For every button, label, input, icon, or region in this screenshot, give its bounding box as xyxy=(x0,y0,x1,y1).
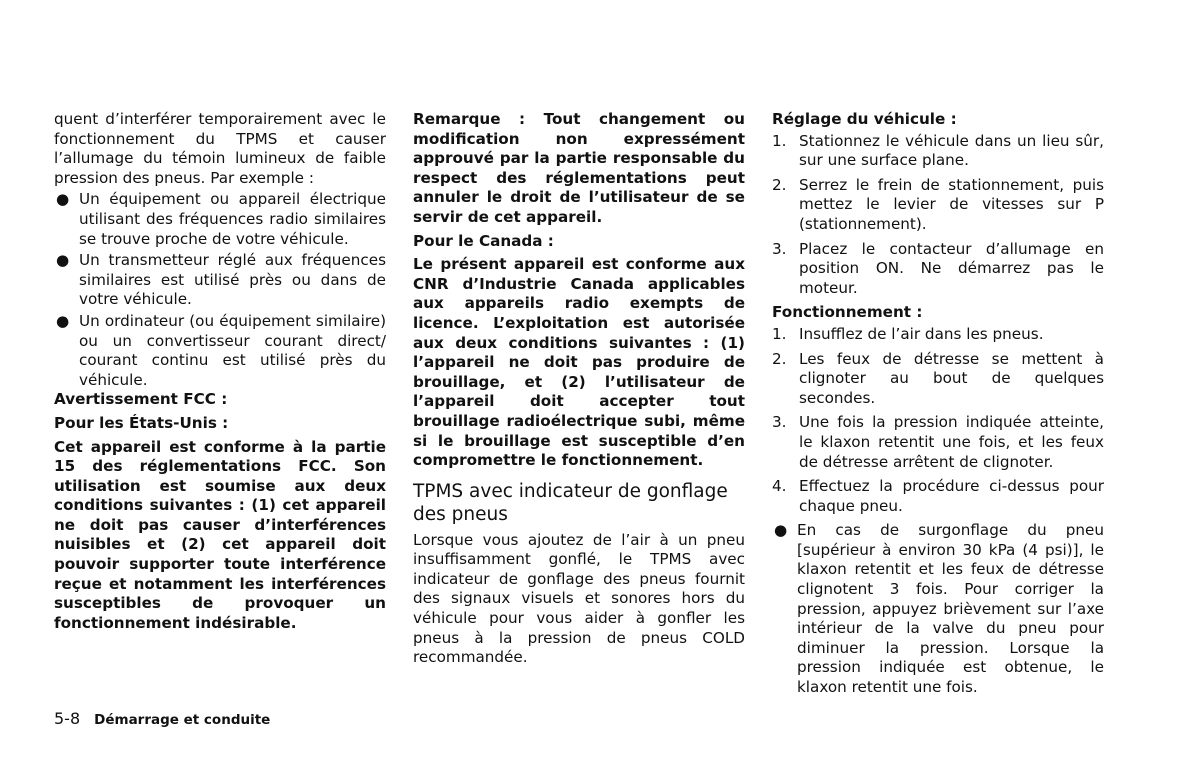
section-title: TPMS avec indicateur de gonflage des pneus xyxy=(413,480,728,525)
page-footer xyxy=(54,709,270,730)
list-item: 4. Effectuez la procédure ci-dessus pour chaque pneu. xyxy=(772,477,1104,515)
list-item: 1. Insufflez de l’air dans les pneus. xyxy=(772,324,1044,343)
setup-heading: Réglage du véhicule : xyxy=(772,110,957,128)
bullet-icon: ● xyxy=(56,190,70,209)
canada-compliance-text: Le présent appareil est conforme aux CNR d’Industrie Canada applicables aux appareils radio exempts de licence. L’exploitation est autorisée aux deux conditions suivantes : (1) l’appareil ne doit pas produire de brouillage, et (2) l’utilisateur de l’appareil doit accepter tout brouillage radioélectrique subi, même si le brouillage est susceptible d’en compromettre le fonctionnement. xyxy=(413,255,745,470)
list-item: 2. Serrez le frein de stationnement, puis mettez le levier de vitesses sur P (stationnement). xyxy=(772,175,1104,233)
list-item: ● Un transmetteur réglé aux fréquences similaires est utilisé près ou dans de votre véhicule. xyxy=(56,251,386,309)
bullet-icon: ● xyxy=(56,251,70,270)
column-1 xyxy=(54,110,386,633)
canada-heading: Pour le Canada : xyxy=(413,231,554,250)
list-item: ● En cas de surgonflage du pneu [supérieur à environ 30 kPa (4 psi)], le klaxon retentit et les feux de détresse clignotent 3 fois. Pour corriger la pression, appuyez brièvement sur l’axe intérieur de la valve du pneu pour diminuer la pression. Lorsque la pression indiquée est obtenue, le klaxon retentit une fois. xyxy=(774,521,1104,697)
us-heading: Pour les États-Unis : xyxy=(54,413,229,432)
intro-paragraph: quent d’interférer temporairement avec le fonctionnement du TPMS et causer l’allumage du témoin lumineux de faible pression des pneus. Par exemple : xyxy=(54,110,386,187)
setup-steps xyxy=(772,132,1104,299)
column-2 xyxy=(413,110,745,668)
list-item: ● Un équipement ou appareil électrique utilisant des fréquences radio similaires se trouve proche de votre véhicule. xyxy=(56,190,386,248)
section-name: Démarrage et conduite xyxy=(94,712,271,728)
section-paragraph: Lorsque vous ajoutez de l’air à un pneu insuffisamment gonflé, le TPMS avec indicateur de gonflage des pneus fournit des signaux visuels et sonores hors du véhicule pour vous aider à gonfler les pneus à la pression de pneus COLD recommandée. xyxy=(413,530,745,667)
bullet-icon: ● xyxy=(56,311,70,330)
list-item: ● Un ordinateur (ou équipement similaire) ou un convertisseur courant direct/ courant continu est utilisé près du véhicule. xyxy=(56,311,386,389)
page-number: 5-8 xyxy=(54,709,81,728)
list-item: 1. Stationnez le véhicule dans un lieu sûr, sur une surface plane. xyxy=(772,131,1104,170)
operation-steps xyxy=(772,325,1104,516)
interference-list xyxy=(54,190,386,390)
list-item: 3. Placez le contacteur d’allumage en position ON. Ne démarrez pas le moteur. xyxy=(772,239,1104,297)
operation-heading: Fonctionnement : xyxy=(772,303,923,322)
list-item: 3. Une fois la pression indiquée atteinte, le klaxon retentit une fois, et les feux de détresse arrêtent de clignoter. xyxy=(772,413,1104,471)
us-compliance-text: Cet appareil est conforme à la partie 15 des réglementations FCC. Son utilisation est soumise aux deux conditions suivantes : (1) cet appareil ne doit pas causer d’interférences nuisibles et (2) cet appareil doit pouvoir supporter toute interférence reçue et notamment les interférences susceptibles de provoquer un fonctionnement indésirable. xyxy=(54,437,386,632)
list-item: 2. Les feux de détresse se mettent à clignoter au bout de quelques secondes. xyxy=(772,349,1104,407)
fcc-heading: Avertissement FCC : xyxy=(54,390,228,409)
remark-text: Remarque : Tout changement ou modification non expressément approuvé par la partie responsable du respect des réglementations peut annuler le droit de l’utilisateur de se servir de cet appareil. xyxy=(413,110,745,226)
bullet-icon: ● xyxy=(774,521,788,540)
overinflation-note xyxy=(772,521,1104,697)
column-3 xyxy=(772,110,1104,698)
